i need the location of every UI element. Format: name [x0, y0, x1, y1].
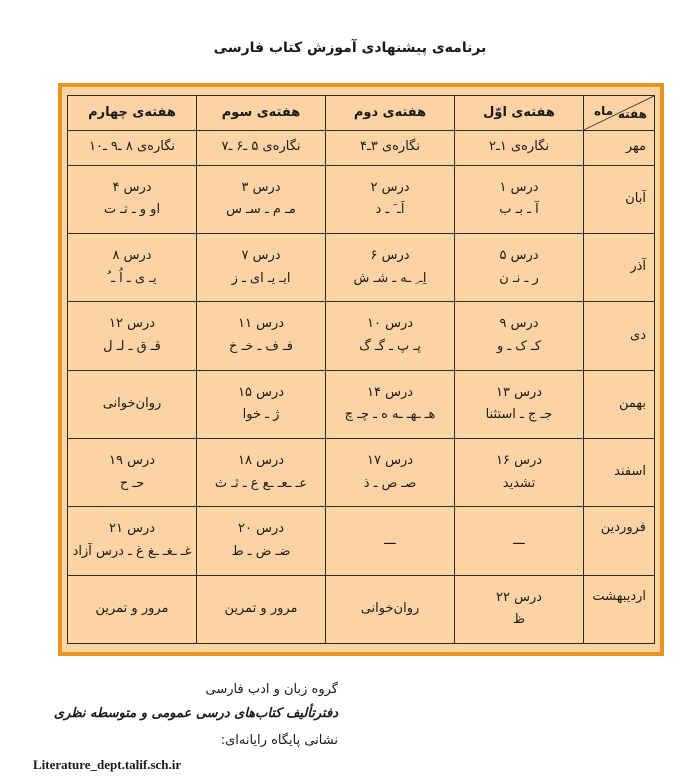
- month-label: فروردین: [584, 507, 655, 575]
- week-header: هفته‌ی چهارم: [68, 96, 197, 131]
- schedule-cell: [326, 234, 455, 302]
- schedule-cell: [326, 165, 455, 233]
- schedule-cell: [455, 302, 584, 370]
- schedule-cell: [197, 507, 326, 575]
- schedule-cell: [197, 439, 326, 507]
- cell-title: درس ۱۱: [237, 316, 285, 332]
- week-header: هفته‌ی سوم: [197, 96, 326, 131]
- schedule-cell: [68, 439, 197, 507]
- cell-content: هـ ـهـ ـه ه ـ چـ چ: [344, 407, 436, 423]
- table-row: [68, 234, 655, 302]
- cell-content: کـ ک ـ و: [496, 339, 542, 355]
- schedule-cell: [455, 575, 584, 643]
- cell-content: ظ: [512, 612, 526, 628]
- cell-title: درس ۱۵: [237, 384, 285, 400]
- cell-title: درس ۲۱: [108, 521, 156, 537]
- cell-title: نگاره‌ی ۱ـ۲: [489, 139, 549, 155]
- cell-content: جـ ج ـ استثنا: [485, 407, 553, 423]
- schedule-cell: [197, 370, 326, 438]
- cell-title: درس ۶: [370, 248, 410, 263]
- month-label: بهمن: [584, 370, 655, 438]
- schedule-cell: [197, 575, 326, 643]
- cell-title: نگاره‌ی ۸ ـ۹ ـ۱۰: [89, 139, 175, 155]
- table-row: [68, 439, 655, 507]
- table-row: [68, 165, 655, 233]
- schedule-cell: [68, 165, 197, 233]
- month-label: اسفند: [584, 439, 655, 507]
- page-title: برنامه‌ی پیشنهادی آموزش کتاب فارسی: [213, 40, 487, 56]
- corner-cell: [584, 96, 655, 131]
- schedule-cell: [68, 575, 197, 643]
- cell-content: ضـ ض ـ ط: [231, 544, 291, 559]
- table-row: [68, 507, 655, 575]
- schedule-body: [68, 130, 655, 643]
- schedule-table: [67, 95, 655, 644]
- cell-title: روان‌خوانی: [102, 396, 162, 411]
- schedule-cell: [326, 507, 455, 575]
- schedule-cell: [326, 575, 455, 643]
- cell-content: حـ ح: [119, 475, 145, 491]
- month-label: دی: [584, 302, 655, 370]
- header-row: [68, 96, 655, 131]
- cell-title: درس ۲۲: [495, 589, 543, 605]
- cell-content: آ ـ بـ ب: [499, 202, 539, 218]
- schedule-cell: [455, 370, 584, 438]
- cell-content: مـ م ـ سـ س: [226, 202, 296, 218]
- schedule-cell: [197, 165, 326, 233]
- corner-month-label: ماه: [594, 103, 614, 118]
- cell-title: ـــ: [513, 532, 525, 548]
- schedule-cell: [455, 234, 584, 302]
- cell-title: درس ۱۶: [495, 452, 543, 468]
- schedule-cell: [68, 507, 197, 575]
- schedule-cell: [326, 370, 455, 438]
- schedule-cell: [197, 130, 326, 165]
- cell-content: اَـ َ ـ د: [375, 202, 405, 218]
- cell-title: درس ۱: [499, 179, 539, 195]
- cell-content: عـ ـعـ ـع ع ـ ثـ ث: [214, 475, 308, 491]
- week-header: هفته‌ی اوّل: [455, 96, 584, 131]
- cell-content: ژ ـ خوا: [242, 407, 280, 423]
- table-row: [68, 130, 655, 165]
- cell-content: غـ ـغـ ـغ غ ـ درس آزاد: [72, 544, 192, 559]
- table-row: [68, 370, 655, 438]
- cell-title: درس ۹: [499, 316, 539, 332]
- schedule-cell: [68, 234, 197, 302]
- cell-content: پـ پ ـ گـ گ: [359, 339, 421, 355]
- cell-title: مرور و تمرین: [224, 600, 298, 616]
- schedule-cell: [455, 130, 584, 165]
- schedule-cell: [326, 439, 455, 507]
- cell-content: صـ ص ـ ذ: [363, 475, 417, 491]
- cell-title: روان‌خوانی: [360, 600, 420, 616]
- cell-title: ـــ: [384, 532, 396, 548]
- table-row: [68, 302, 655, 370]
- cell-title: مرور و تمرین: [95, 600, 169, 616]
- footer-website: Literature_dept.talif.sch.ir: [33, 757, 182, 772]
- month-label: مهر: [584, 130, 655, 165]
- schedule-cell: [68, 302, 197, 370]
- footer-group: گروه زبان و ادب فارسی: [205, 682, 338, 697]
- cell-title: درس ۱۴: [366, 384, 414, 400]
- schedule-cell: [455, 439, 584, 507]
- footer-address-label: نشانی پایگاه رایانه‌ای:: [220, 733, 338, 748]
- cell-title: درس ۴: [112, 179, 152, 195]
- schedule-cell: [326, 130, 455, 165]
- cell-title: درس ۱۷: [366, 452, 414, 468]
- schedule-table-frame: [58, 83, 664, 656]
- week-header: هفته‌ی دوم: [326, 96, 455, 131]
- cell-content: یـ ی ـ اُ ـ ُ: [107, 270, 157, 286]
- cell-title: درس ۱۹: [108, 452, 156, 468]
- cell-content: فـ ف ـ خـ خ: [228, 339, 294, 355]
- cell-title: درس ۵: [499, 248, 539, 263]
- schedule-cell: [68, 130, 197, 165]
- cell-title: درس ۱۳: [495, 384, 543, 400]
- cell-content: اِـ ِ ـه ـ شـ ش: [353, 270, 427, 286]
- cell-title: درس ۷: [241, 248, 281, 263]
- month-label: اردیبهشت: [584, 575, 655, 643]
- month-label: آذر: [584, 234, 655, 302]
- cell-content: ر ـ نـ ن: [499, 270, 539, 286]
- month-label: آبان: [584, 165, 655, 233]
- cell-title: درس ۱۲: [108, 316, 156, 332]
- schedule-cell: [197, 234, 326, 302]
- corner-week-label: هفته: [617, 107, 647, 121]
- footer-office: دفترتألیف کتاب‌های درسی عمومی و متوسطه نظری: [53, 706, 338, 721]
- cell-content: او و ـ تـ ت: [103, 202, 161, 218]
- cell-content: تشدید: [502, 475, 536, 491]
- schedule-cell: [197, 302, 326, 370]
- schedule-cell: [455, 165, 584, 233]
- cell-title: درس ۳: [241, 179, 281, 195]
- schedule-cell: [68, 370, 197, 438]
- schedule-cell: [326, 302, 455, 370]
- cell-content: قـ ق ـ لـ ل: [103, 339, 161, 355]
- cell-title: درس ۸: [112, 248, 152, 263]
- cell-title: نگاره‌ی ۳ـ۴: [360, 139, 420, 155]
- cell-title: نگاره‌ی ۵ ـ۶ ـ۷: [221, 139, 301, 155]
- schedule-cell: [455, 507, 584, 575]
- table-row: [68, 575, 655, 643]
- cell-title: درس ۲: [370, 179, 410, 195]
- cell-title: درس ۱۸: [237, 452, 285, 468]
- cell-content: ایـ یـ ای ـ ز: [231, 270, 291, 286]
- cell-title: درس ۲۰: [237, 521, 285, 537]
- cell-title: درس ۱۰: [366, 316, 414, 332]
